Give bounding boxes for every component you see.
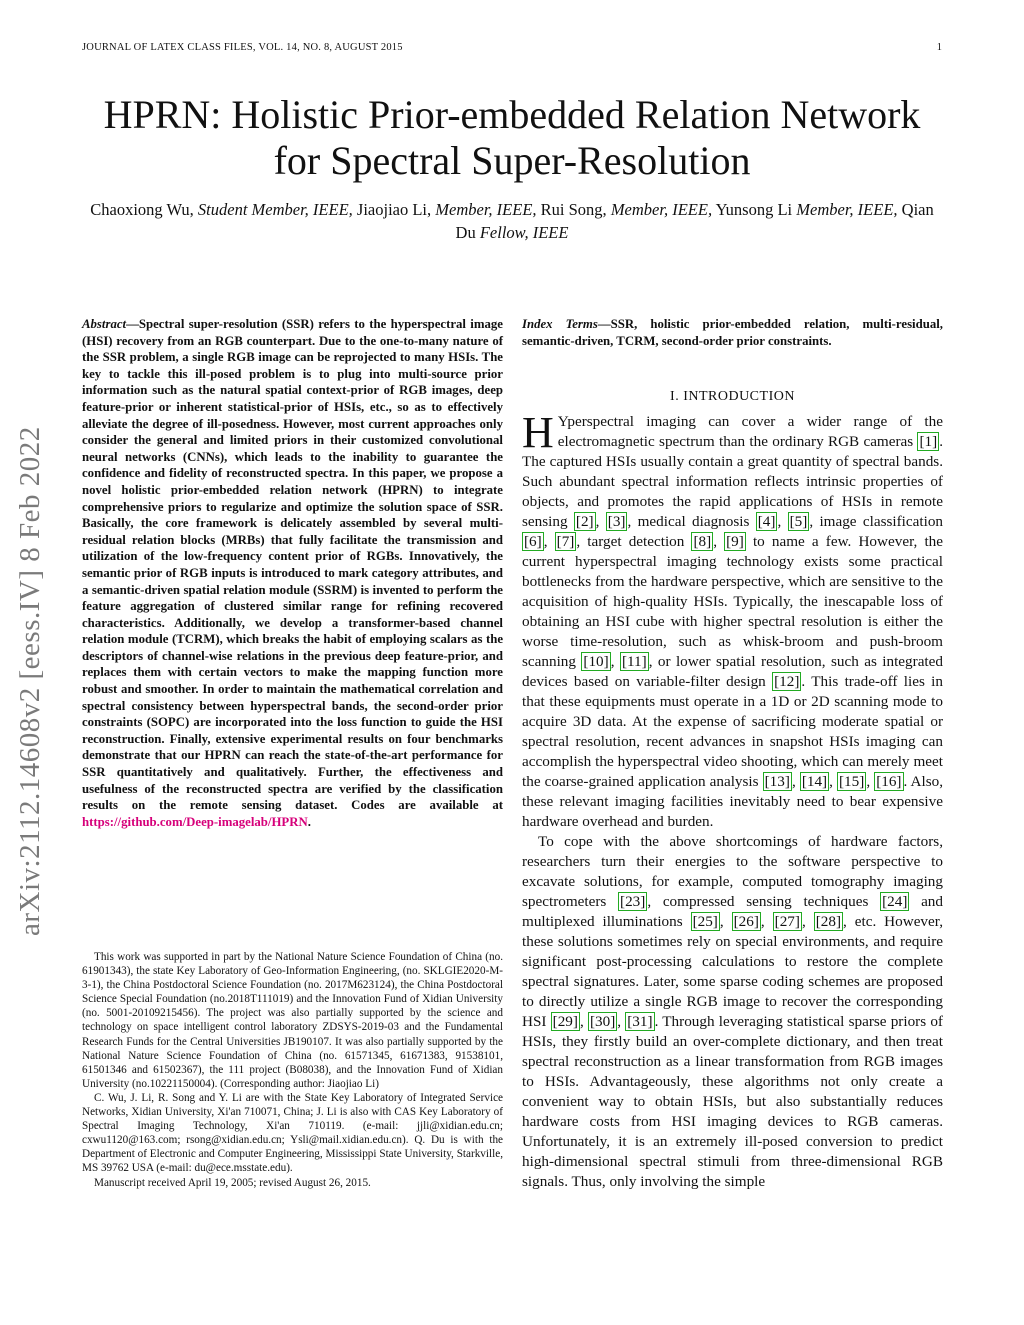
- author-name: Chaoxiong Wu,: [90, 200, 194, 219]
- author-role: Member, IEEE,: [610, 200, 713, 219]
- running-header: JOURNAL OF LATEX CLASS FILES, VOL. 14, NO. 8, AUGUST 2015: [82, 42, 403, 53]
- author-role: Member, IEEE,: [796, 200, 898, 219]
- drop-cap: H: [522, 408, 554, 457]
- citation-link[interactable]: [9]: [726, 533, 744, 550]
- author-role: Fellow, IEEE: [479, 223, 569, 242]
- intro-paragraph-2: To cope with the above shortcomings of hardware factors, researchers turn their energies to the software perspective to excavate solutions, for example, computed tomography imaging spectrometers [23] , compressed sensing techniques [24] and multiplexed illuminations [25] , [26] , [27] , [28] , etc. However, these solutions sometimes rely on special environments, and require significant post-processing calculations to restore the complete spectral signatures. Later, some sparse coding schemes are proposed to directly utilize a single RGB image to recover the corresponding HSI [29] , [30] , [31] . Through leveraging statistical sparse priors of HSIs, they firstly build an over-complete dictionary, and then treat spectral reconstruction as a linear transformation from RGB images to HSIs. Advantageously, these algorithms not only create a convenient way to obtain HSIs, but also substantially reduces hardware costs from HSI imaging devices to RGB cameras. Unfortunately, it is an extremely ill-posed conversion to predict high-dimensional spectral stimuli from three-dimensional RGB signals. Thus, only involving the simple: [522, 833, 944, 1190]
- citation-link[interactable]: [5]: [789, 513, 808, 530]
- intro-paragraph-1: H Yperspectral imaging can cover a wider range of the electromagnetic spectrum than the ordinary RGB cameras [1] . The captured HSIs usually contain a great quantity of spectral bands. Such abundant spectral information reflects intrinsic properties of objects, and promotes the rapid applications of HSIs in remote sensing [2] , [3] , medical diagnosis [4] , [5] , image classification [6] , [7] , target detection [8] , [9] to name a few. However, the current hyperspectral imaging technology exists some practical bottlenecks from the hardware perspective, which are sensitive to the acquisition of high-quality HSIs. Typically, the inescapable loss of obtaining an HSI cube with higher spectral resolution is either the worse time-resolution, such as whisk-broom and push-broom scanning [10] , [11] , or lower spatial resolution, such as integrated devices based on variable-filter design [12] . This trade-off lies in that these equipments must operate in a 1D or 2D scanning mode to acquire 3D data. At the expense of sacrificing moderate spatial or spectral resolution, recent advances in snapshot HSIs imaging can accomplish the hyperspectral video shooting, which can merely meet the coarse-grained application analysis [13] , [14] , [15] , [16] . Also, these relevant imaging facilities inevitably need to bear expensive hardware overhead and burden.: [522, 408, 944, 830]
- footnote-affiliations: C. Wu, J. Li, R. Song and Y. Li are with the State Key Laboratory of Integrated Service Networks, Xidian University, Xi'an 710071, China; J. Li is also with CAS Key Laboratory of Spectral Imaging Technology, Xi'an 710119. (e-mail: jjli@xidian.edu.cn; cxwu1120@163.com; rsong@xidian.edu.cn; Ysli@mail.xidian.edu.cn). Q. Du is with the Department of Electronic and Computer Engineering, Mississippi State University, Starkville, MS 39762 USA (e-mail: du@ece.msstate.edu).: [82, 1091, 503, 1175]
- author-role: Member, IEEE,: [435, 200, 537, 219]
- citation-link[interactable]: [30]: [589, 1013, 616, 1030]
- citation-link[interactable]: [13]: [764, 773, 790, 790]
- abstract-end: .: [307, 814, 311, 829]
- introduction-body: [522, 408, 944, 1192]
- index-terms-text: —SSR, holistic prior-embedded relation, multi-residual, semantic-driven, TCRM, second-order prior constraints.: [522, 317, 943, 348]
- abstract: [82, 316, 503, 830]
- footnote-manuscript: Manuscript received April 19, 2005; revised August 26, 2015.: [94, 1176, 371, 1189]
- arxiv-identifier: arXiv:2112.14608v2 [eess.IV] 8 Feb 2022: [14, 426, 46, 936]
- citation-link[interactable]: [10]: [583, 653, 609, 670]
- citation-link[interactable]: [14]: [801, 773, 828, 790]
- citation-link[interactable]: [26]: [733, 913, 759, 930]
- citation-link[interactable]: [31]: [627, 1013, 653, 1030]
- abstract-text: —Spectral super-resolution (SSR) refers to the hyperspectral image (HSI) recovery from an RGB counterpart. Due to the one-to-many nature of the SSR problem, a single RGB image can be reprojected to many HSIs. The key to tackle this ill-posed problem is to plug into multi-source prior information such as the natural spatial context-prior of RGB images, deep feature-prior or inherent statistical-prior of HSIs, etc., so as to effectively alleviate the degree of ill-posedness. However, most current approaches only consider the general and limited priors in their customized convolutional neural networks (CNNs), which leads to the inability to guarantee the confidence and fidelity of reconstructed spectra. In this paper, we propose a novel holistic prior-embedded relation network (HPRN) to integrate comprehensive priors to regularize and optimize the solution space of SSR. Basically, the core framework is delicately assembled by several multi-residual relation blocks (MRBs) that fully facilitate the transmission and utilization of the low-frequency content prior of RGBs. Innovatively, the semantic prior of RGB inputs is introduced to mark category attributes, and a semantic-driven spatial relation module (SSRM) is invented to perform the feature aggregation of clustered similar range for refining recovered characteristics. Additionally, we develop a transformer-based channel relation module (TCRM), which breaks the habit of employing scalars as the descriptors of channel-wise relations in the previous deep feature-prior, and replaces them with certain vectors to make the mapping function more robust and smoother. In order to maintain the mathematical correlation and spectral consistency between hyperspectral bands, the second-order prior constraints (SOPC) are incorporated into the loss function to guide the HSI reconstruction. Finally, extensive experimental results on four benchmarks demonstrate that our HPRN can reach the state-of-the-art performance for SSR quantitatively and qualitatively. Further, the effectiveness and usefulness of the reconstructed spectra are verified by the classification results on the remote sensing dataset. Codes are available at: [82, 317, 503, 813]
- citation-link[interactable]: [23]: [620, 893, 646, 910]
- title-line-1: HPRN: Holistic Prior-embedded Relation Network: [103, 92, 921, 137]
- author-role: Student Member, IEEE,: [197, 200, 353, 219]
- author-name: Yunsong Li: [715, 200, 793, 219]
- code-link[interactable]: https://github.com/Deep-imagelab/HPRN: [82, 814, 308, 829]
- citation-link[interactable]: [1]: [919, 433, 938, 450]
- citation-link[interactable]: [12]: [774, 673, 800, 690]
- footnote-funding: This work was supported in part by the National Nature Science Foundation of China (no. 61901343), the state Key Laboratory of Geo-Information Engineering, (no. SKLGIE2020-M-3-1), the China Postdoctoral Science Foundation (no. 2017M623124), the China Postdoctoral Science Special Foundation (no.2018T111019) and the Innovation Fund of Xidian University (no. 5001-20109215456). The project was also partially supported by the science and technology on space intelligent control laboratory ZDSYS-2019-03 and the Fundamental Research Funds for the Central Universities JB190107. It was also partially supported by the National Nature Science Foundation of China (no. 61571345, 61671383, 91538101, 61501346 and 61502367), the 111 project (B08038), and the Innovation Fund of Xidian University (no.10221150004). (Corresponding author: Jiaojiao Li): [82, 951, 503, 1090]
- index-terms: [522, 316, 943, 349]
- citation-link[interactable]: [3]: [607, 513, 626, 530]
- citation-link[interactable]: [24]: [882, 893, 908, 910]
- section-heading: I. INTRODUCTION: [670, 389, 795, 404]
- citation-link[interactable]: [6]: [524, 533, 542, 550]
- citation-link[interactable]: [8]: [693, 533, 712, 550]
- footnote: [82, 950, 503, 1190]
- citation-link[interactable]: [29]: [552, 1013, 578, 1030]
- citation-link[interactable]: [16]: [876, 773, 902, 790]
- citation-link[interactable]: [11]: [621, 653, 647, 670]
- citation-link[interactable]: [28]: [815, 913, 842, 930]
- author-name: Qian Du: [455, 200, 934, 242]
- author-list: [80, 198, 944, 244]
- abstract-label: Abstract: [82, 317, 127, 331]
- index-terms-label: Index Terms: [522, 317, 598, 331]
- citation-link[interactable]: [25]: [692, 913, 718, 930]
- page-number: 1: [936, 42, 942, 53]
- citation-link[interactable]: [15]: [839, 773, 865, 790]
- citation-link[interactable]: [7]: [556, 533, 575, 550]
- author-name: Rui Song,: [540, 200, 607, 219]
- citation-link[interactable]: [4]: [757, 513, 776, 530]
- title-line-2: for Spectral Super-Resolution: [273, 138, 751, 183]
- paper-title: [60, 92, 964, 184]
- author-name: Jiaojiao Li,: [356, 200, 432, 219]
- citation-link[interactable]: [2]: [575, 513, 594, 530]
- citation-link[interactable]: [27]: [774, 913, 800, 930]
